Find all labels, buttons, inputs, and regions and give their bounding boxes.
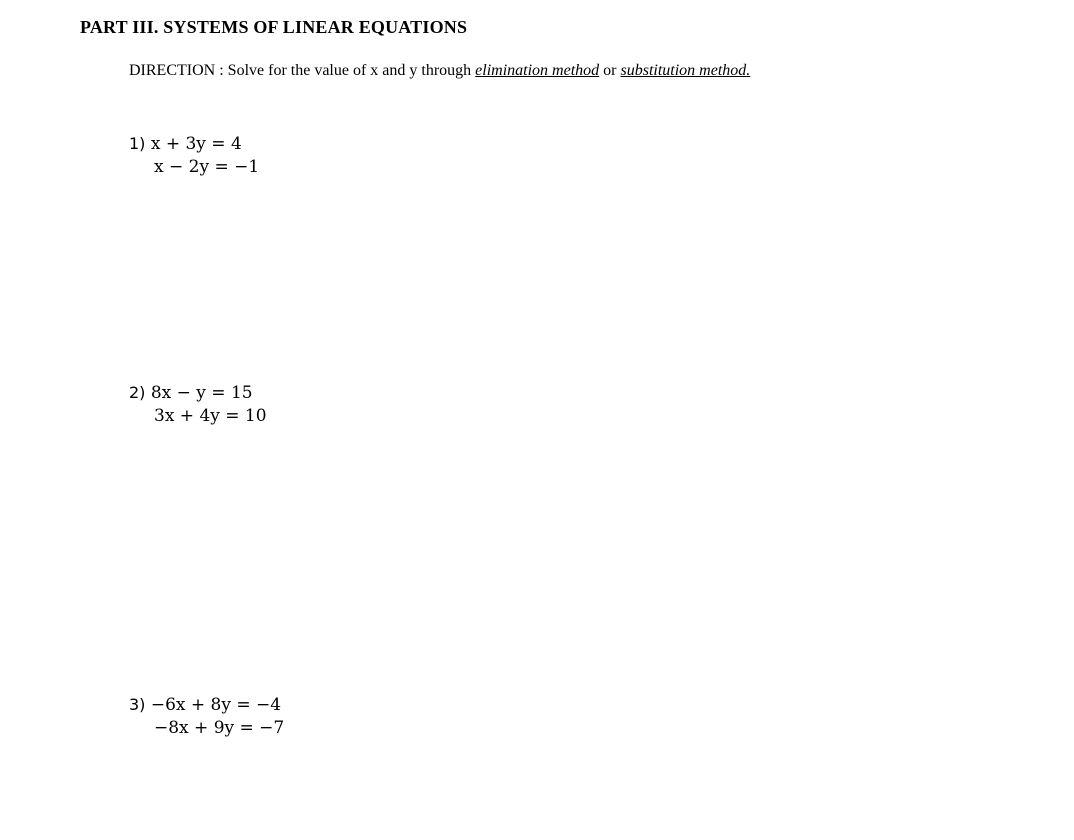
- equation: 8x − y = 15: [150, 383, 253, 403]
- elimination-method-text: elimination method: [475, 62, 600, 79]
- problem-3-line-1: [129, 693, 284, 717]
- equation: −6x + 8y = −4: [150, 695, 282, 715]
- page-title: PART III. SYSTEMS OF LINEAR EQUATIONS: [80, 17, 468, 37]
- problem-1: [129, 132, 259, 179]
- equation: 3x + 4y = 10: [154, 406, 267, 426]
- equation: −8x + 9y = −7: [154, 718, 285, 738]
- problem-2-line-2: [129, 405, 267, 428]
- problem-number: 3): [129, 695, 146, 714]
- problem-2-line-1: [129, 381, 267, 405]
- substitution-method-text: substitution method.: [620, 62, 751, 79]
- problem-3: [129, 693, 284, 740]
- problem-2: [129, 381, 267, 428]
- problem-number: 1): [129, 134, 146, 153]
- problem-1-line-2: [129, 156, 259, 179]
- equation: x + 3y = 4: [150, 134, 242, 154]
- direction-instruction: [129, 62, 750, 80]
- direction-label: DIRECTION: [129, 62, 216, 79]
- problem-number: 2): [129, 383, 146, 402]
- equation: x − 2y = −1: [154, 157, 260, 177]
- problem-1-line-1: [129, 132, 259, 156]
- direction-separator: :: [215, 62, 228, 79]
- direction-connector: or: [599, 62, 621, 79]
- problem-3-line-2: [129, 717, 284, 740]
- direction-text: Solve for the value of x and y through: [227, 62, 476, 79]
